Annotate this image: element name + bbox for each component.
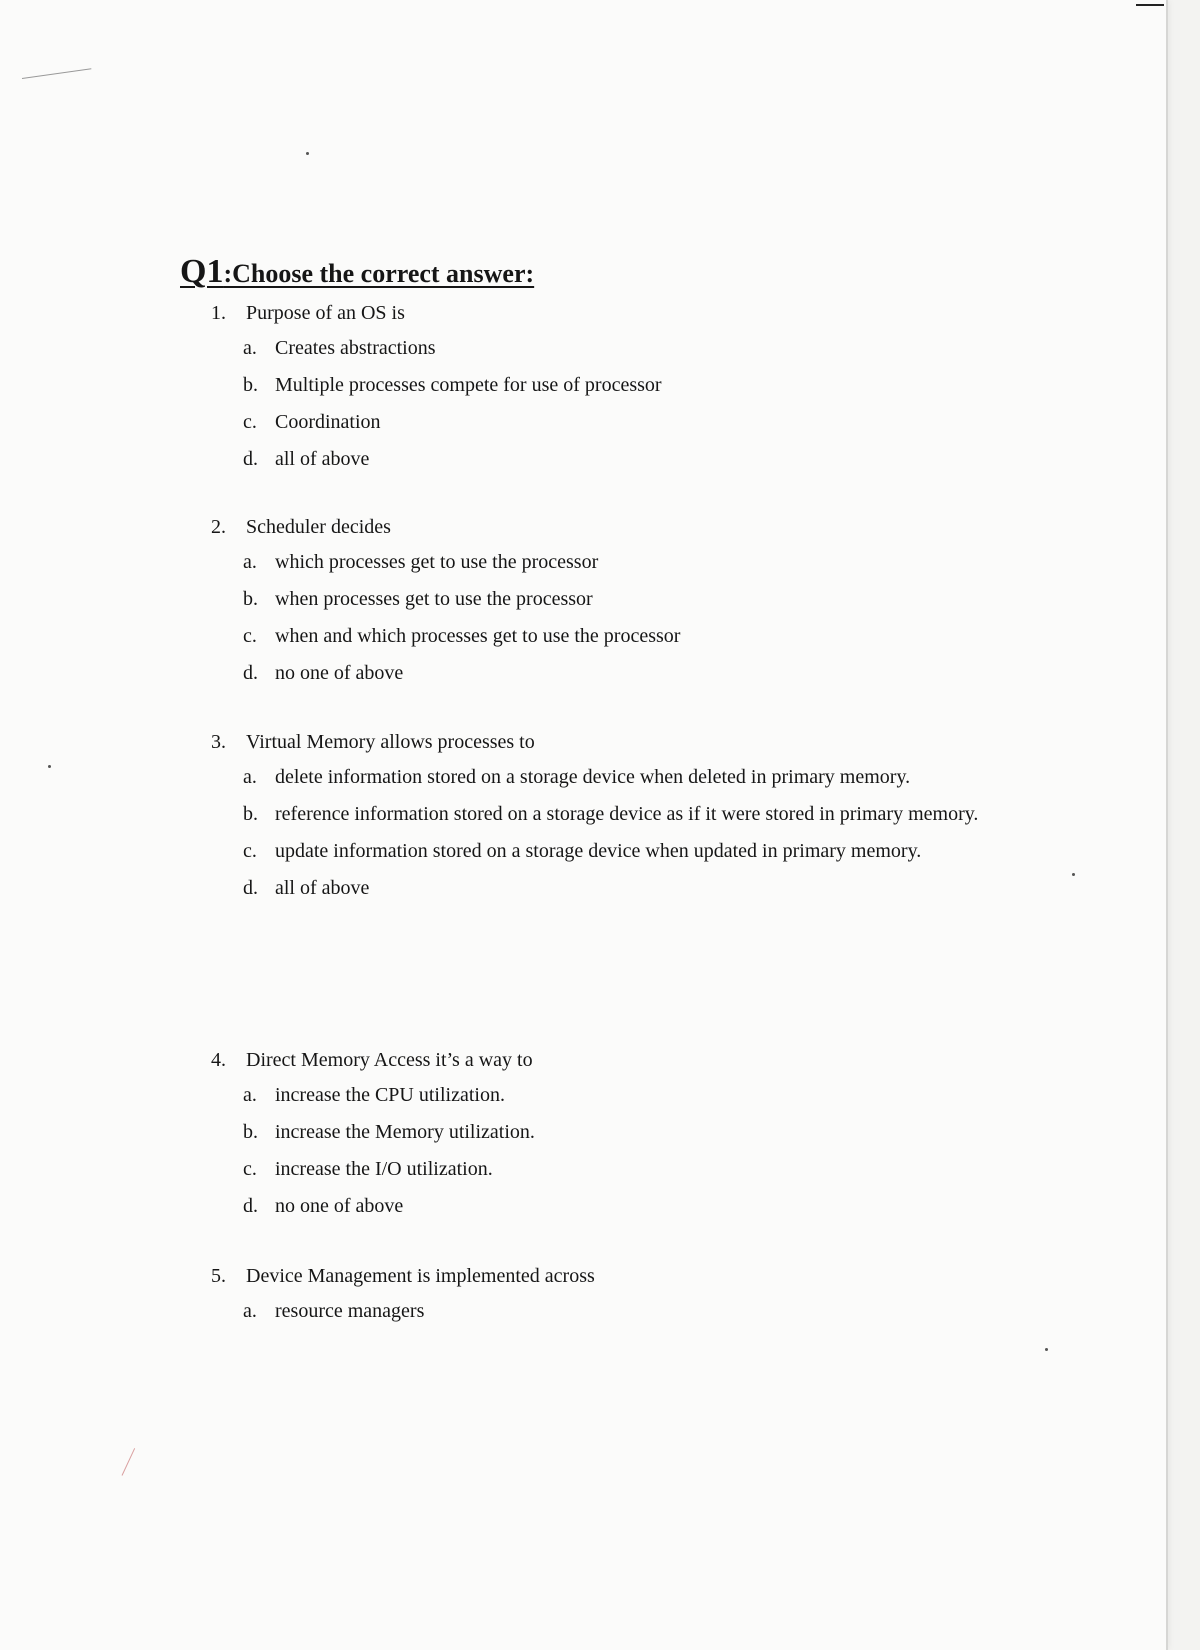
question-number: 3. xyxy=(211,731,226,753)
option xyxy=(243,1077,1003,1114)
option xyxy=(243,367,1003,404)
question-stem xyxy=(211,1043,1003,1077)
question-stem xyxy=(211,510,1003,544)
section-number: Q1 xyxy=(180,253,224,290)
option-text: Coordination xyxy=(275,411,381,433)
section-title: :Choose the correct answer: xyxy=(223,259,535,288)
option-text: all of above xyxy=(275,877,370,899)
question-number: 2. xyxy=(211,516,226,538)
option-text: when processes get to use the processor xyxy=(275,588,593,610)
option xyxy=(243,404,1003,441)
question-text: Device Management is implemented across xyxy=(246,1265,595,1287)
option xyxy=(243,833,1003,870)
option-letter: d. xyxy=(243,662,258,684)
option xyxy=(243,655,1003,692)
option-list xyxy=(211,1293,1003,1330)
option-list xyxy=(211,1077,1003,1225)
option-letter: b. xyxy=(243,803,258,825)
option xyxy=(243,618,1003,655)
option-text: no one of above xyxy=(275,1195,404,1217)
option-text: which processes get to use the processor xyxy=(275,551,599,573)
option xyxy=(243,759,1003,796)
option xyxy=(243,441,1003,478)
question-stem xyxy=(211,725,1003,759)
option-text: increase the Memory utilization. xyxy=(275,1121,535,1143)
question-number: 1. xyxy=(211,302,226,324)
question-2 xyxy=(211,510,1003,692)
question-text: Purpose of an OS is xyxy=(246,302,405,324)
option-text: update information stored on a storage device when updated in primary memory. xyxy=(275,840,922,862)
question-4 xyxy=(211,1043,1003,1225)
question-stem xyxy=(211,296,1003,330)
option-text: all of above xyxy=(275,448,370,470)
option-letter: c. xyxy=(243,1158,257,1180)
option-letter: b. xyxy=(243,1121,258,1143)
option xyxy=(243,330,1003,367)
option-letter: a. xyxy=(243,1300,257,1322)
question-number: 4. xyxy=(211,1049,226,1071)
option-text: no one of above xyxy=(275,662,404,684)
option-letter: c. xyxy=(243,840,257,862)
option-letter: d. xyxy=(243,877,258,899)
option xyxy=(243,1293,1003,1330)
option xyxy=(243,796,1003,833)
option-letter: b. xyxy=(243,374,258,396)
option xyxy=(243,1188,1003,1225)
option-text: when and which processes get to use the processor xyxy=(275,625,681,647)
question-5 xyxy=(211,1259,1003,1330)
question-text: Virtual Memory allows processes to xyxy=(246,731,535,753)
option-letter: c. xyxy=(243,411,257,433)
question-1 xyxy=(211,296,1003,478)
option xyxy=(243,870,1003,907)
option-text: increase the CPU utilization. xyxy=(275,1084,505,1106)
option-text: Multiple processes compete for use of processor xyxy=(275,374,662,396)
option-letter: b. xyxy=(243,588,258,610)
option xyxy=(243,1151,1003,1188)
option-text: increase the I/O utilization. xyxy=(275,1158,493,1180)
option xyxy=(243,544,1003,581)
option-text: Creates abstractions xyxy=(275,337,436,359)
option-text: reference information stored on a storage device as if it were stored in primary memory. xyxy=(275,803,979,825)
option-letter: a. xyxy=(243,551,257,573)
option-letter: a. xyxy=(243,1084,257,1106)
option-letter: a. xyxy=(243,766,257,788)
question-stem xyxy=(211,1259,1003,1293)
question-3 xyxy=(211,725,1003,907)
option-list xyxy=(211,759,1003,907)
option-text: delete information stored on a storage device when deleted in primary memory. xyxy=(275,766,911,788)
question-text: Scheduler decides xyxy=(246,516,391,538)
option-list xyxy=(211,544,1003,692)
option-list xyxy=(211,330,1003,478)
option-letter: c. xyxy=(243,625,257,647)
option xyxy=(243,581,1003,618)
option-letter: d. xyxy=(243,1195,258,1217)
question-number: 5. xyxy=(211,1265,226,1287)
option-letter: d. xyxy=(243,448,258,470)
option-letter: a. xyxy=(243,337,257,359)
option-text: resource managers xyxy=(275,1300,425,1322)
question-text: Direct Memory Access it’s a way to xyxy=(246,1049,533,1071)
option xyxy=(243,1114,1003,1151)
